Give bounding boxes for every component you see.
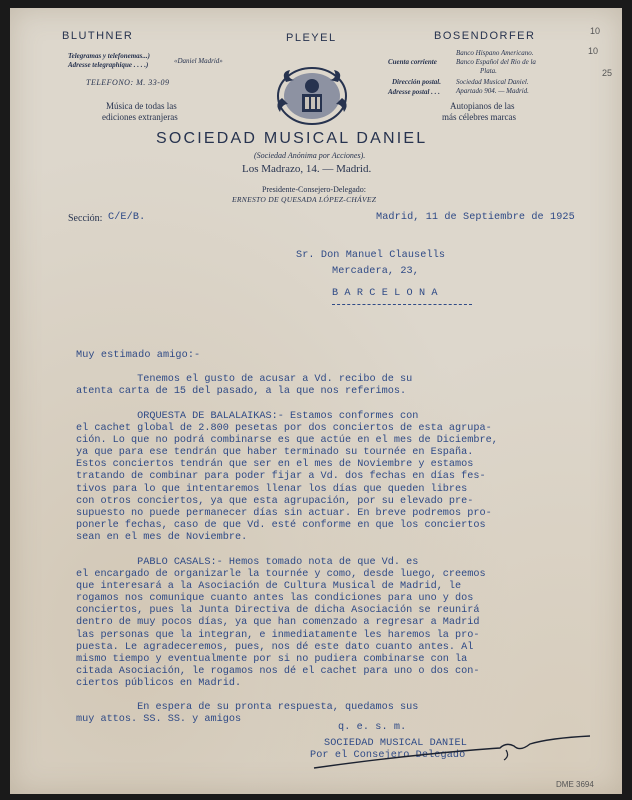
- paragraph-pablo-casals: PABLO CASALS:- Hemos tomado nota de que Vd. es el encargado de organizarle la tournée y como, desde luego, creemos que interesará a la Asociación de Cultura Musical de Madrid, le rogamos nos comunique cuanto antes las condiciones para uno y dos conciertos, pues la Junta Directiva de dicha Asociación se reunirá dentro de muy pocos días, ya que han comenzado a regresar a Madrid las personas que la integran, e inmediatamente les haremos la pro- puesta. Le agradeceremos, pues, nos dé este dato cuanto antes. Al mismo tiempo y eventualmente por si no pudiera combinarse con la citada Asociación, le rogamos nos dé el cachet para uno o dos con- ciertos públicos en Madrid.: [76, 557, 486, 689]
- closing-qesm: q. e. s. m.: [338, 722, 407, 733]
- margin-note-3: 25: [602, 68, 613, 78]
- brand-bosendorfer: BOSENDORFER: [434, 30, 536, 42]
- left-tagline-2: ediciones extranjeras: [102, 112, 178, 122]
- president-title: Presidente-Consejero-Delegado:: [262, 185, 366, 194]
- margin-note-1: 10: [590, 26, 601, 36]
- closing-company: SOCIEDAD MUSICAL DANIEL: [324, 738, 467, 749]
- letter-page: [10, 8, 622, 794]
- president-name: ERNESTO DE QUESADA LÓPEZ-CHÁVEZ: [232, 195, 377, 204]
- margin-note-2: 10: [588, 46, 599, 56]
- direccion-label-2: Adresse postal . . .: [388, 88, 440, 96]
- direccion-label: Dirección postal.: [392, 78, 441, 86]
- brand-pleyel: PLEYEL: [286, 32, 337, 44]
- letter-date: Madrid, 11 de Septiembre de 1925: [376, 212, 575, 223]
- greeting: Muy estimado amigo:-: [76, 350, 201, 361]
- telegram-address: «Daniel Madrid»: [174, 57, 223, 65]
- seccion-label: Sección:: [68, 213, 103, 224]
- recipient-street: Mercadera, 23,: [332, 266, 419, 277]
- company-address: Los Madrazo, 14. — Madrid.: [242, 163, 372, 175]
- recipient-city: B A R C E L O N A: [332, 288, 438, 299]
- telegram-label-2: Adresse telegraphique . . . .): [68, 61, 149, 69]
- recipient-name: Sr. Don Manuel Clausells: [296, 250, 446, 261]
- closing-role: Por el Consejero Delegado: [310, 750, 466, 761]
- archive-reference: DME 3694: [556, 780, 594, 789]
- right-tagline-2: más célebres marcas: [442, 112, 516, 122]
- company-name: SOCIEDAD MUSICAL DANIEL: [156, 130, 428, 147]
- company-legal-form: (Sociedad Anónima por Acciones).: [254, 151, 366, 160]
- right-tagline-1: Autopianos de las: [450, 101, 515, 111]
- direccion-line-1: Sociedad Musical Daniel.: [456, 78, 529, 86]
- paragraph-acknowledgement: Tenemos el gusto de acusar a Vd. recibo de su atenta carta de 15 del pasado, a la que nos referimos.: [76, 374, 413, 398]
- direccion-line-2: Apartado 904. — Madrid.: [456, 87, 529, 95]
- left-tagline-1: Música de todas las: [106, 101, 177, 111]
- telegram-label-1: Telegramas y telefonemas...): [68, 52, 150, 60]
- brand-bluthner: BLUTHNER: [62, 30, 134, 42]
- seccion-value: C/E/B.: [108, 212, 146, 223]
- city-underline: [332, 304, 472, 305]
- company-emblem-logo: [272, 64, 352, 128]
- cuenta-label: Cuenta corriente: [388, 58, 437, 66]
- signature-scribble: [310, 730, 610, 774]
- cuenta-bank-2: Banco Español del Rio de la: [456, 58, 536, 66]
- cuenta-bank-3: Plata.: [480, 67, 497, 75]
- telephone-number: TELEFONO: M. 33-09: [86, 78, 170, 87]
- paragraph-orquesta-balalaikas: ORQUESTA DE BALALAIKAS:- Estamos conformes con el cachet global de 2.800 pesetas por dos conciertos de esta agrupa- ción. Lo que no podrá combinarse es que actúe en el mes de Diciembre, ya que para ese tendrán que haber terminado su tournée en España. Estos conciertos tendrán que ser en el mes de Noviembre y estamos tratando de combinar para poder fijar a Vd. dos fechas en días fes- tivos para lo que intentaremos llenar los días que queden libres con otros conciertos, ya que esta agrupación, por su elevado pre- supuesto no puede permanecer días sin actuar. En breve podremos pro- ponerle fechas, caso de que Vd. esté conforme en que los conciertos sean en el mes de Noviembre.: [76, 411, 498, 543]
- paragraph-closing: En espera de su pronta respuesta, quedamos sus muy attos. SS. SS. y amigos: [76, 702, 419, 726]
- cuenta-bank-1: Banco Hispano Americano.: [456, 49, 534, 57]
